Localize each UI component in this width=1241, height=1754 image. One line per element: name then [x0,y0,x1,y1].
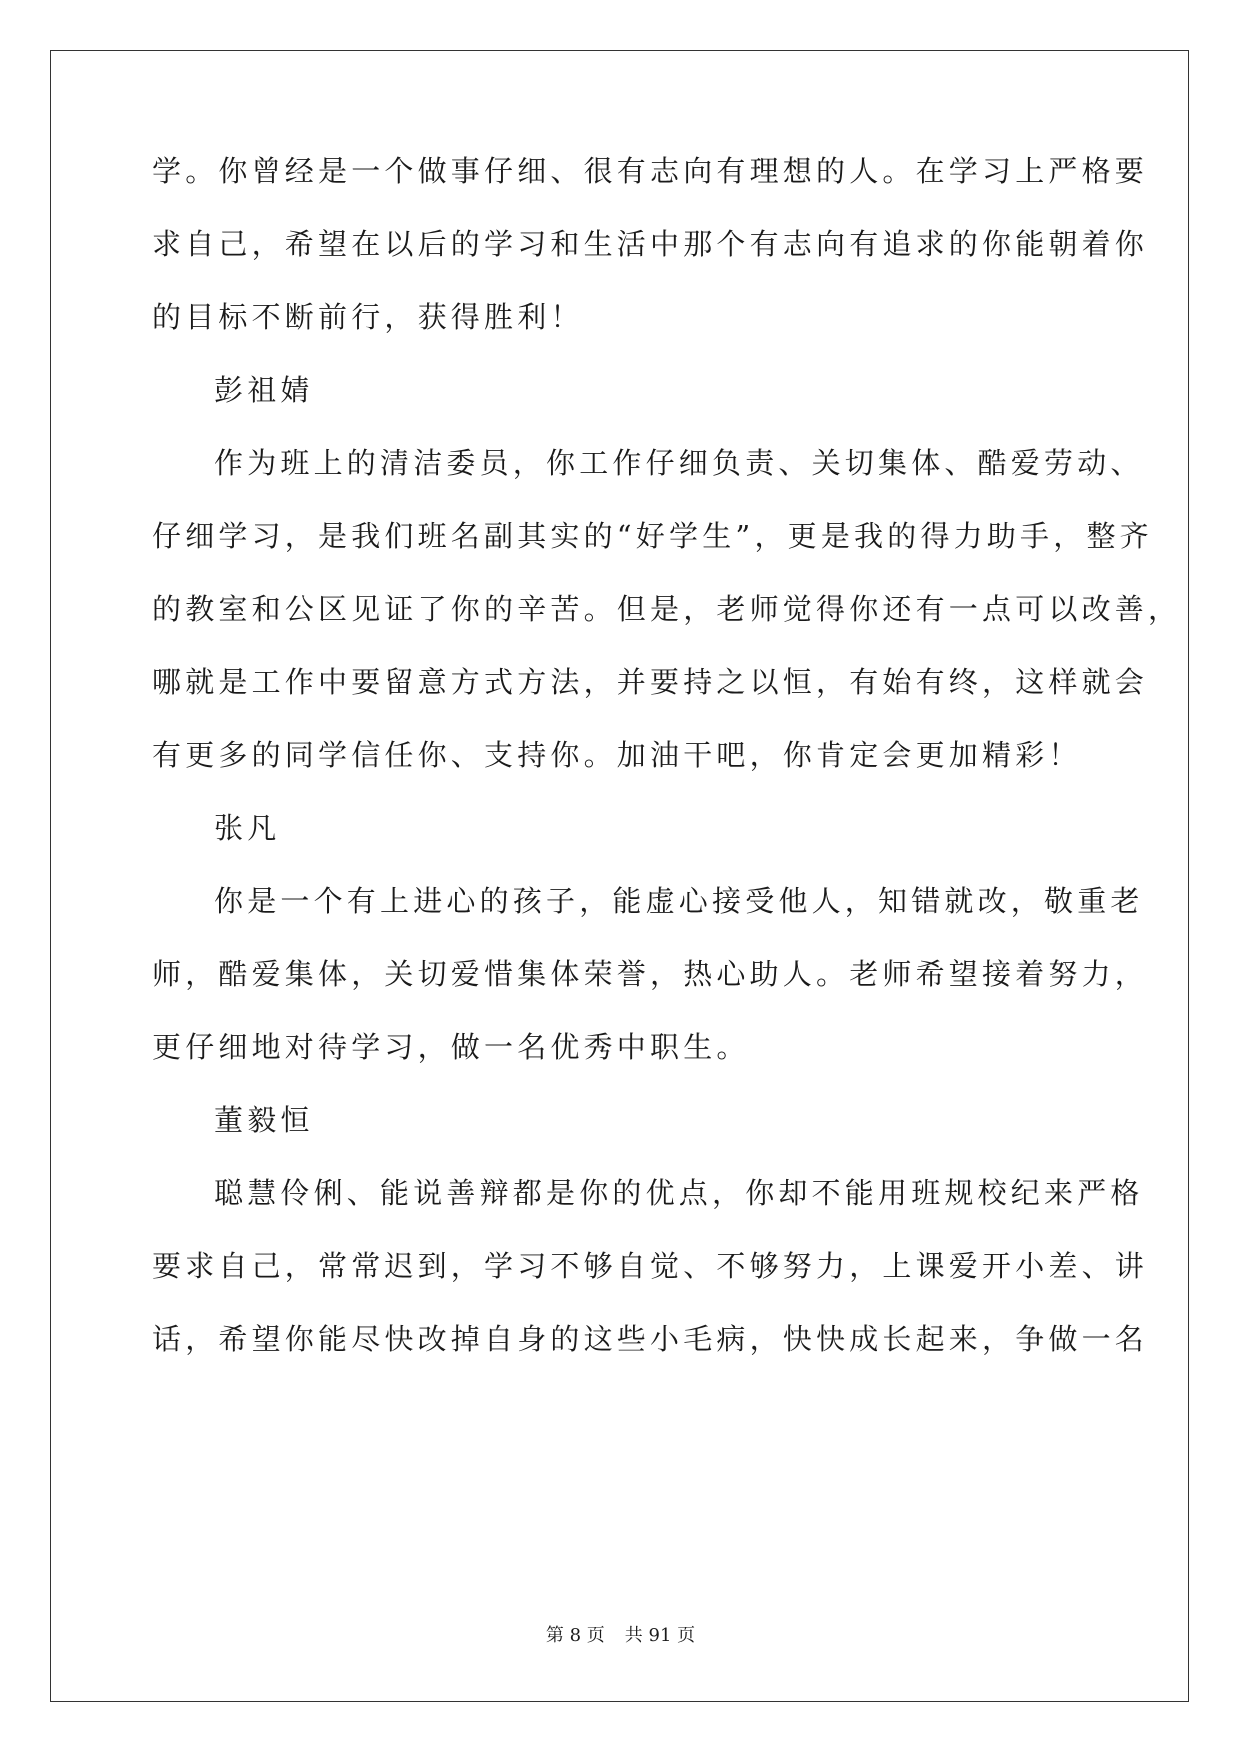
paragraph-line: 求自己，希望在以后的学习和生活中那个有志向有追求的你能朝着你 [152,227,1149,261]
paragraph-line: 更仔细地对待学习，做一名优秀中职生。 [152,1030,750,1064]
student-name-heading: 张凡 [214,811,281,845]
paragraph-line: 要求自己，常常迟到，学习不够自觉、不够努力，上课爱开小差、讲 [152,1249,1149,1283]
paragraph-line: 作为班上的清洁委员，你工作仔细负责、关切集体、酷爱劳动、 [214,446,1144,480]
page-border [50,50,1189,1702]
paragraph-line: 师，酷爱集体，关切爱惜集体荣誉，热心助人。老师希望接着努力， [152,957,1149,991]
student-name-heading: 彭祖婧 [214,373,314,407]
page-number: 第 8 页 [545,1625,605,1646]
paragraph-line: 的教室和公区见证了你的辛苦。但是，老师觉得你还有一点可以改善， [152,592,1182,626]
paragraph-line: 的目标不断前行，获得胜利！ [152,300,584,334]
paragraph-line: 有更多的同学信任你、支持你。加油干吧，你肯定会更加精彩！ [152,738,1082,772]
paragraph-line: 聪慧伶俐、能说善辩都是你的优点，你却不能用班规校纪来严格 [214,1176,1144,1210]
paragraph-line: 哪就是工作中要留意方式方法，并要持之以恒，有始有终，这样就会 [152,665,1149,699]
paragraph-line: 仔细学习，是我们班名副其实的“好学生”，更是我的得力助手，整齐 [152,519,1153,553]
paragraph-line: 话，希望你能尽快改掉自身的这些小毛病，快快成长起来，争做一名 [152,1322,1149,1356]
paragraph-line: 你是一个有上进心的孩子，能虚心接受他人，知错就改，敬重老 [214,884,1144,918]
page-total: 共 91 页 [624,1625,696,1646]
paragraph-line: 学。你曾经是一个做事仔细、很有志向有理想的人。在学习上严格要 [152,154,1149,188]
page-footer [0,1624,1241,1648]
student-name-heading: 董毅恒 [214,1103,314,1137]
